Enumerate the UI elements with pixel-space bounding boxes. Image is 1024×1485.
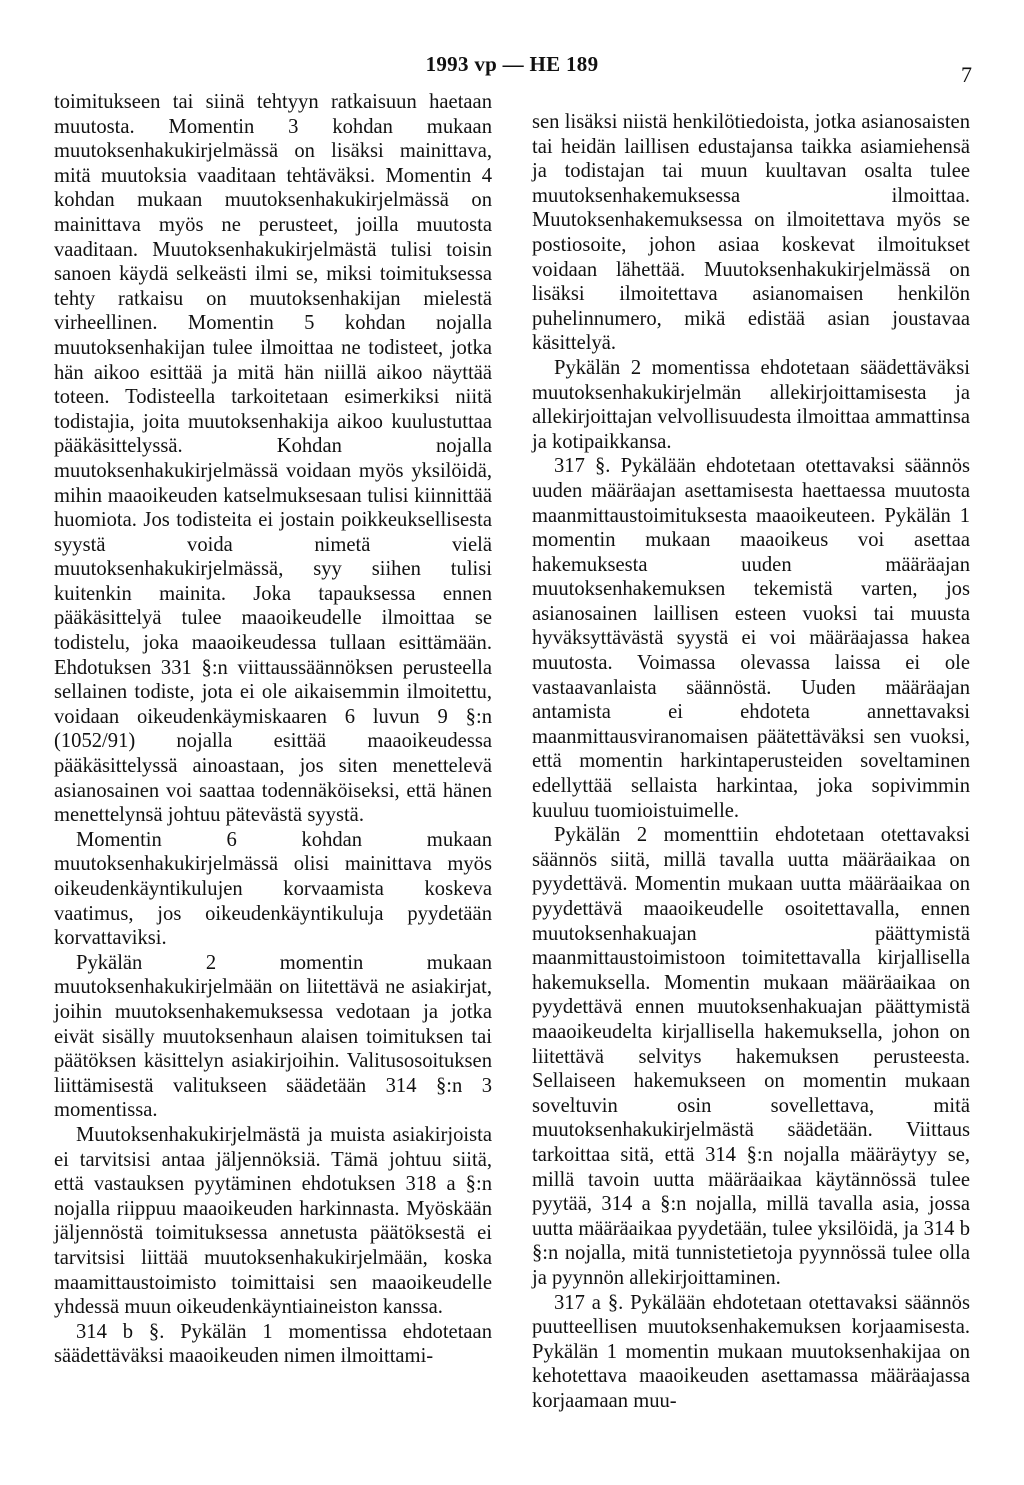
left-column bbox=[54, 90, 492, 1369]
paragraph: Pykälän 2 momenttiin ehdotetaan otettavaksi säännös siitä, millä tavalla uutta määräaikaa on pyydettävä. Momentin mukaan uutta määräaikaa on pyydettävä maaoikeudelle osoitettavalla, ennen muutoksenhakuajan päättymistä maanmittaustoimistoon toimitettavalla kirjallisella hakemuksella. Momentin mukaan määräaikaa on pyydettävä ennen muutoksenhakuajan päättymistä maaoikeudelta kirjallisella hakemuksella, johon on liitettävä selvitys hakemuksen perusteesta. Sellaiseen hakemukseen on momentin mukaan soveltuvin osin sovellettava, mitä muutoksenhakukirjelmästä säädetään. Viittaus tarkoittaa sitä, että 314 §:n nojalla määräytyy se, millä tavoin uutta määräaikaa käytännössä tulee pyytää, 314 a §:n nojalla, millä tavalla asia, jossa uutta määräaikaa pyydetään, tulee yksilöidä, ja 314 b §:n nojalla, mitä tunnistetietoja pyynnössä tulee olla ja pyynnön allekirjoittaminen. bbox=[532, 824, 970, 1289]
page-header bbox=[0, 52, 1024, 86]
right-column bbox=[532, 110, 970, 1413]
paragraph: Pykälän 2 momentin mukaan muutoksenhakukirjelmään on liitettävä ne asiakirjat, joihin muutoksenhakemuksessa vedotaan ja jotka eivät sisälly muutoksenhaun alaisen toimituksen tai päätöksen käsittelyn asiakirjoihin. Valitusosoituksen liittämisestä valitukseen säädetään 314 §:n 3 momentissa. bbox=[54, 951, 492, 1122]
paragraph: toimitukseen tai siinä tehtyyn ratkaisuun haetaan muutosta. Momentin 3 kohdan mukaan muutoksenhakukirjelmässä on lisäksi mainittava, mitä muutoksia vaaditaan tehtäväksi. Momentin 4 kohdan mukaan muutoksenhakukirjelmässä on mainittava myös ne perusteet, joilla muutosta vaaditaan. Muutoksenhakukirjelmästä tulisi toisin sanoen käydä selkeästi ilmi se, miksi toimituksessa tehty ratkaisu on muutoksenhakijan mielestä virheellinen. Momentin 5 kohdan nojalla muutoksenhakijan tulee ilmoittaa ne todisteet, jotka hän aikoo esittää ja mitä hän niillä aikoo näyttää toteen. Todisteella tarkoitetaan esimerkiksi niitä todistajia, joita muutoksenhakija aikoo kuulustuttaa pääkäsittelyssä. Kohdan nojalla muutoksenhakukirjelmässä voidaan myös yksilöidä, mihin maaoikeuden katselmuksesaan tulisi kiinnittää huomiota. Jos todisteita ei jostain poikkeuksellisesta syystä voida nimetä vielä muutoksenhakukirjelmässä, syy siihen tulisi kuitenkin mainita. Joka tapauksessa ennen pääkäsittelyä tulee maaoikeudelle ilmoittaa se todistelu, joka maaoikeudessa tullaan esittämään. Ehdotuksen 331 §:n viittaussäännöksen perusteella sellainen todiste, jota ei ole aikaisemmin ilmoitettu, voidaan oikeudenkäymiskaaren 6 luvun 9 §:n (1052/91) nojalla esittää maaoikeudessa pääkäsittelyssä ainoastaan, jos siten menettelevä asianosainen voi saattaa todennäköiseksi, että hänen menettelynsä johtuu pätevästä syystä. bbox=[54, 91, 492, 827]
paragraph: 317 §. Pykälään ehdotetaan otettavaksi säännös uuden määräajan asettamisesta haettaessa muutosta maanmittaustoimituksesta maaoikeuteen. Pykälän 1 momentin mukaan maaoikeus voi asettaa hakemuksesta uuden määräajan muutoksenhakemuksen tekemistä varten, jos asianosainen laillisen esteen vuoksi tai muusta hyväksyttävästä syystä ei voi määräajassa hakea muutosta. Voimassa olevassa laissa ei ole vastaavanlaista säännöstä. Uuden määräajan antamista ei ehdoteta annettavaksi maanmittausviranomaisen päätettäväksi sen vuoksi, että momentin harkintaperusteiden soveltaminen edellyttää sellaista harkintaa, joka sopivimmin kuuluu tuomioistuimelle. bbox=[532, 455, 970, 822]
paragraph: Momentin 6 kohdan mukaan muutoksenhakukirjelmässä olisi mainittava myös oikeudenkäyntikulujen korvaamista koskeva vaatimus, jos oikeudenkäyntikuluja pyydetään korvattaviksi. bbox=[54, 828, 492, 950]
page-number: 7 bbox=[961, 62, 972, 87]
paragraph: 314 b §. Pykälän 1 momentissa ehdotetaan säädettäväksi maaoikeuden nimen ilmoittami- bbox=[54, 1320, 492, 1368]
paragraph: 317 a §. Pykälään ehdotetaan otettavaksi säännös puutteellisen muutoksenhakemuksen korjaamisesta. Pykälän 1 momentin mukaan muutoksenhakijaa on kehotettava maaoikeuden asettamassa määräajassa korjaamaan muu- bbox=[532, 1291, 970, 1412]
paragraph: Pykälän 2 momentissa ehdotetaan säädettäväksi muutoksenhakukirjelmän allekirjoittamisesta ja allekirjoittajan velvollisuudesta ilmoittaa ammattinsa ja kotipaikkansa. bbox=[532, 356, 970, 453]
running-header-title: 1993 vp — HE 189 bbox=[425, 52, 599, 76]
paragraph: sen lisäksi niistä henkilötiedoista, jotka asianosaisten tai heidän laillisen edustajansa taikka asiamiehensä ja todistajan tai muun kuultavan osalta tulee muutoksenhakemuksessa ilmoittaa. Muutoksenhakemuksessa on ilmoitettava myös se postiosoite, johon asiaa koskevat ilmoitukset voidaan lähettää. Muutoksenhakukirjelmässä on lisäksi ilmoitettava asianomaisen henkilön puhelinnumero, mikä edistää asian joustavaa käsittelyä. bbox=[532, 111, 970, 355]
paragraph: Muutoksenhakukirjelmästä ja muista asiakirjoista ei tarvitsisi antaa jäljennöksiä. Tämä johtuu siitä, että vastauksen pyytäminen ehdotuksen 318 a §:n nojalla riippuu maaoikeuden harkinnasta. Myöskään jäljennöstä toimituksessa annetusta päätöksestä ei tarvitsisi liittää muutoksenhakukirjelmään, koska maamittaustoimisto toimittaisi sen maaoikeudelle yhdessä muun oikeudenkäyntiaineiston kanssa. bbox=[54, 1123, 492, 1319]
